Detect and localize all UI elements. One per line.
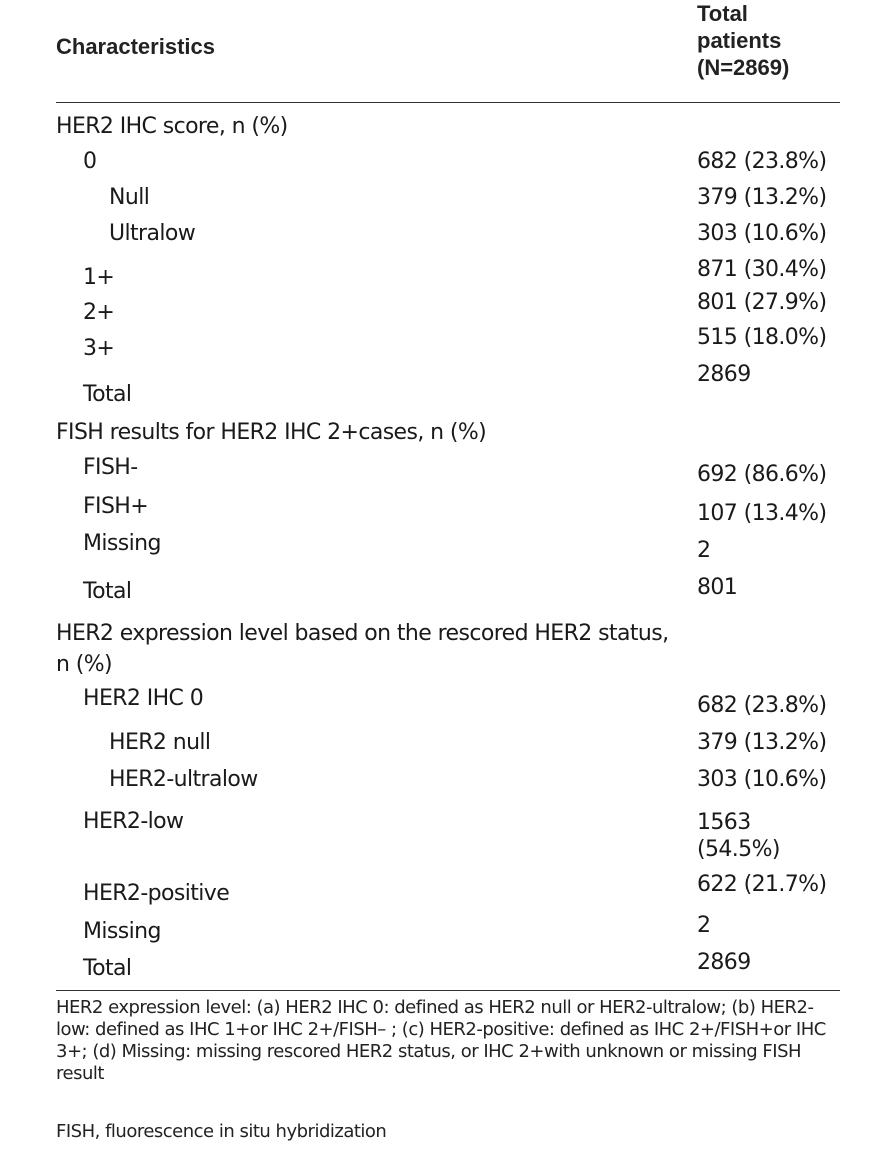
row-value: 1563 (54.5%) <box>697 810 780 862</box>
column-header-characteristics: Characteristics <box>56 34 215 59</box>
row-label: HER2-low <box>83 809 184 834</box>
header-line-n: (N=2869) <box>697 55 790 80</box>
row-label: 0 <box>83 149 97 174</box>
footnote-abbreviation: FISH, fluorescence in situ hybridization <box>56 1121 387 1142</box>
row-label: FISH- <box>83 455 138 480</box>
row-value: 379 (13.2%) <box>697 185 827 210</box>
row-value: 2 <box>697 913 711 938</box>
row-value: 682 (23.8%) <box>697 693 827 718</box>
row-label: Missing <box>83 919 161 944</box>
row-value: 2869 <box>697 950 751 975</box>
header-rule <box>56 102 840 103</box>
footnote-definition: HER2 expression level: (a) HER2 IHC 0: defined as HER2 null or HER2-ultralow; (b) HER2-low: defined as IHC 1+or IHC 2+/FISH– ; (c) HER2-positive: defined as IHC 2+/FISH+or IHC 3+; (d) Missing: missing rescored HER2 status, or IHC 2+with unknown or missing FISH result <box>56 997 826 1084</box>
row-label: HER2-ultralow <box>109 767 258 792</box>
row-value: 692 (86.6%) <box>697 462 827 487</box>
column-header-total-patients <box>697 0 867 81</box>
row-value: 2869 <box>697 362 751 387</box>
row-value: 871 (30.4%) <box>697 257 827 282</box>
header-line-total: Total <box>697 1 748 26</box>
row-value: 515 (18.0%) <box>697 325 827 350</box>
row-value: 622 (21.7%) <box>697 872 827 897</box>
row-label: FISH+ <box>83 494 149 519</box>
row-label: 2+ <box>83 300 115 325</box>
row-label: Null <box>109 185 150 210</box>
row-label: HER2-positive <box>83 881 230 906</box>
row-label: 3+ <box>83 336 115 361</box>
row-label: HER2 null <box>109 730 211 755</box>
row-label: Ultralow <box>109 221 196 246</box>
row-value: 303 (10.6%) <box>697 767 827 792</box>
row-value: 107 (13.4%) <box>697 501 827 526</box>
row-value: 801 (27.9%) <box>697 290 827 315</box>
row-value: 682 (23.8%) <box>697 149 827 174</box>
row-label: Missing <box>83 531 161 556</box>
section-title: FISH results for HER2 IHC 2+cases, n (%) <box>56 420 487 445</box>
section-title: HER2 IHC score, n (%) <box>56 114 288 139</box>
row-value: 303 (10.6%) <box>697 221 827 246</box>
row-value: 2 <box>697 538 711 563</box>
row-label: Total <box>83 579 132 604</box>
row-value: 801 <box>697 575 738 600</box>
table-bottom-rule <box>56 990 840 991</box>
row-label: 1+ <box>83 265 115 290</box>
row-label: HER2 IHC 0 <box>83 686 204 711</box>
row-label: Total <box>83 956 132 981</box>
row-value: 379 (13.2%) <box>697 730 827 755</box>
section-title: HER2 expression level based on the rescored HER2 status, n (%) <box>56 621 669 677</box>
header-line-patients: patients <box>697 28 782 53</box>
row-label: Total <box>83 382 132 407</box>
